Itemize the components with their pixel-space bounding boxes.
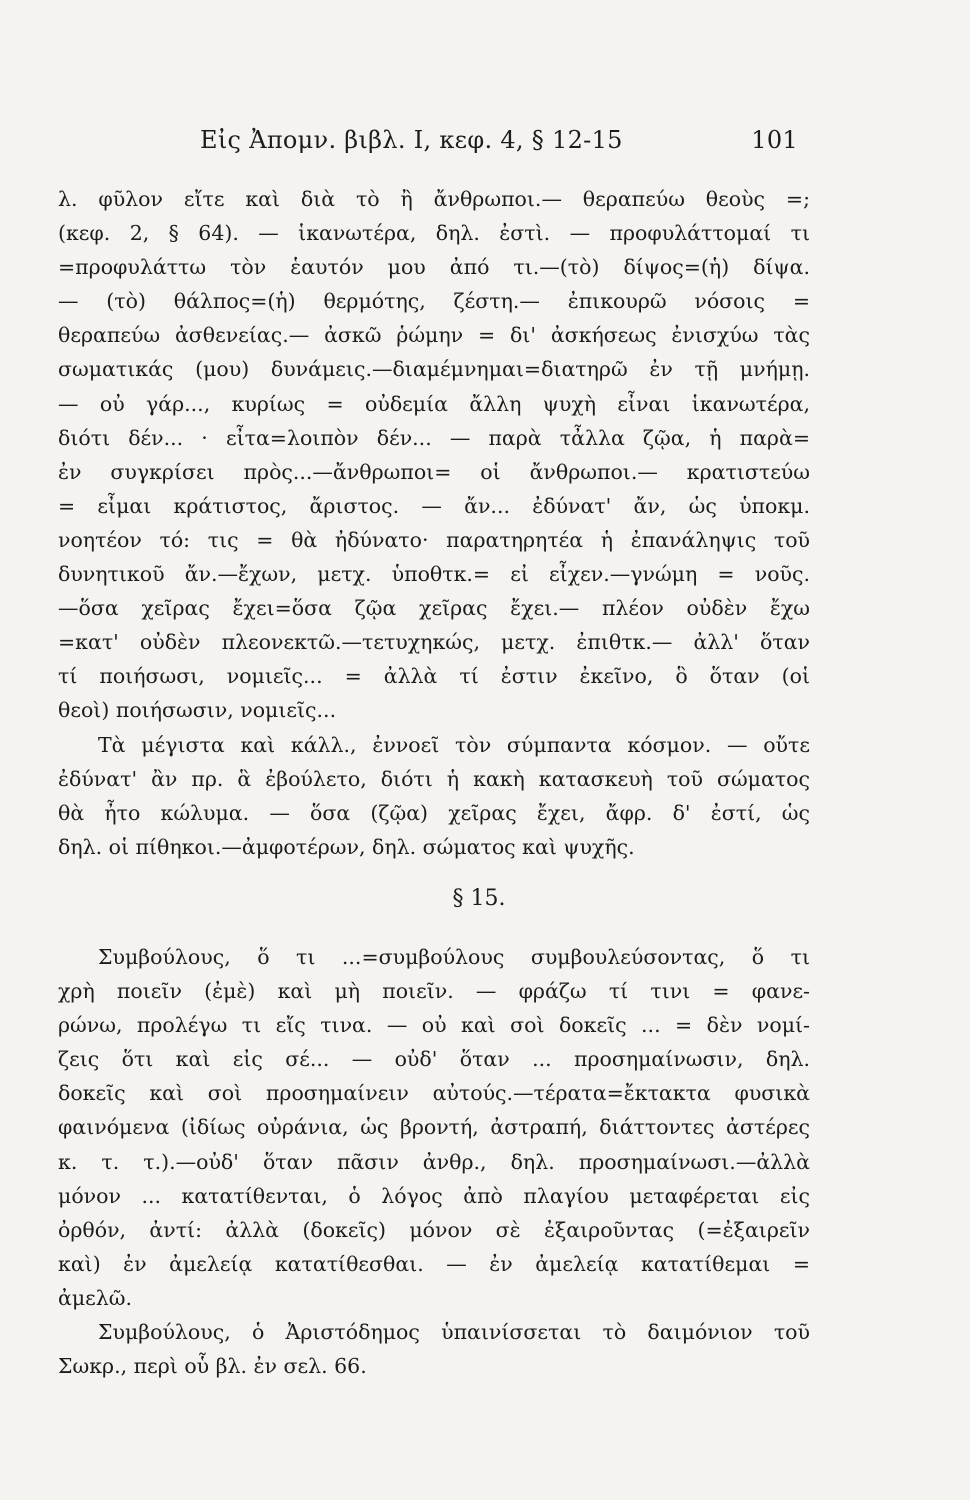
text-line: ἀμελῶ. <box>58 1285 133 1310</box>
text-line: —ὅσα χεῖρας ἔχει=ὅσα ζῷα χεῖρας ἔχει.— πλέον οὐδὲν ἔχω <box>58 596 810 621</box>
text-line: ρώνω, προλέγω τι εἴς τινα. — οὐ καὶ σοὶ δοκεῖς ... = δὲν νομί- <box>58 1013 810 1038</box>
text-line: διότι δέν... · εἶτα=λοιπὸν δέν... — παρὰ τἆλλα ζῷα, ἡ παρὰ= <box>58 425 810 450</box>
text-line: κ. τ. τ.).—οὐδ' ὅταν πᾶσιν ἀνθρ., δηλ. προσημαίνωσι.—ἀλλὰ <box>58 1149 810 1174</box>
text-line: ὀρθόν, ἀντί: ἀλλὰ (δοκεῖς) μόνον σὲ ἐξαιροῦντας (=ἐξαιρεῖν <box>58 1217 810 1242</box>
text-line: θεοὶ) ποιήσωσιν, νομιεῖς... <box>58 698 337 723</box>
page-number: 101 <box>751 126 798 154</box>
text-line: δυνητικοῦ ἄν.—ἔχων, μετχ. ὑποθτκ.= εἰ εἶχεν.—γνώμη = νοῦς. <box>58 562 810 587</box>
text-line: Συμβούλους, ὅ τι ...=συμβούλους συμβουλεύσοντας, ὅ τι <box>98 944 810 969</box>
commentary-block-2 <box>58 940 810 1315</box>
text-line: ζεις ὅτι καὶ εἰς σέ... — οὐδ' ὅταν ... προσημαίνωσιν, δηλ. <box>58 1047 810 1072</box>
text-line: φαινόμενα (ἰδίως οὐράνια, ὡς βροντή, ἀστραπή, διάττοντες ἀστέρες <box>58 1115 810 1140</box>
commentary-block-3 <box>58 1315 810 1383</box>
text-line: μόνον ... κατατίθενται, ὁ λόγος ἀπὸ πλαγίου μεταφέρεται εἰς <box>58 1183 810 1208</box>
text-line: χρὴ ποιεῖν (ἐμὲ) καὶ μὴ ποιεῖν. — φράζω τί τινι = φανε- <box>58 979 810 1004</box>
text-line: Τὰ μέγιστα καὶ κάλλ., ἐννοεῖ τὸν σύμπαντα κόσμον. — οὔτε <box>98 732 810 757</box>
section-heading: § 15. <box>452 885 506 911</box>
text-line: καὶ) ἐν ἀμελείᾳ κατατίθεσθαι. — ἐν ἀμελείᾳ κατατίθεμαι = <box>58 1251 810 1276</box>
text-line: σωματικάς (μου) δυνάμεις.—διαμέμνημαι=διατηρῶ ἐν τῇ μνήμῃ. <box>58 357 810 382</box>
text-line: ἐν συγκρίσει πρὸς...—ἄνθρωποι= οἱ ἄνθρωποι.— κρατιστεύω <box>58 459 810 484</box>
text-line: = εἶμαι κράτιστος, ἄριστος. — ἄν... ἐδύνατ' ἄν, ὡς ὑποκμ. <box>58 493 810 518</box>
running-title: Εἰς Ἀπομν. βιβλ. I, κεφ. 4, § 12-15 <box>200 126 623 154</box>
text-line: Σωκρ., περὶ οὗ βλ. ἐν σελ. 66. <box>58 1354 367 1379</box>
text-line: δηλ. οἱ πίθηκοι.—ἀμφοτέρων, δηλ. σώματος καὶ ψυχῆς. <box>58 834 635 859</box>
text-line: (κεφ. 2, § 64). — ἱκανωτέρα, δηλ. ἐστὶ. — προφυλάττομαί τι <box>58 221 810 246</box>
text-line: δοκεῖς καὶ σοὶ προσημαίνειν αὐτούς.—τέρατα=ἔκτακτα φυσικὰ <box>58 1081 810 1106</box>
running-header <box>200 126 798 154</box>
text-line: τί ποιήσωσι, νομιεῖς... = ἀλλὰ τί ἐστιν ἐκεῖνο, ὃ ὅταν (οἱ <box>58 664 810 689</box>
text-line: νοητέον τό: τις = θὰ ἠδύνατο· παρατηρητέα ἡ ἐπανάληψις τοῦ <box>58 527 810 552</box>
text-line: θὰ ἦτο κώλυμα. — ὅσα (ζῷα) χεῖρας ἔχει, ἄφρ. δ' ἐστί, ὡς <box>58 800 810 825</box>
text-line: — (τὸ) θάλπος=(ἡ) θερμότης, ζέστη.— ἐπικουρῶ νόσοις = <box>58 289 810 314</box>
page-body <box>58 182 810 1383</box>
text-line: λ. φῦλον εἴτε καὶ διὰ τὸ ἢ ἄνθρωποι.— θεραπεύω θεοὺς =; <box>58 187 810 211</box>
text-line: =κατ' οὐδὲν πλεονεκτῶ.—τετυχηκώς, μετχ. ἐπιθτκ.— ἀλλ' ὅταν <box>58 630 810 655</box>
text-line: ἐδύνατ' ἂν πρ. ἃ ἐβούλετο, διότι ἡ κακὴ κατασκευὴ τοῦ σώματος <box>58 766 810 791</box>
text-line: =προφυλάττω τὸν ἑαυτόν μου ἀπό τι.—(τὸ) δίψος=(ἡ) δίψα. <box>58 255 810 280</box>
text-line: Συμβούλους, ὁ Ἀριστόδημος ὑπαινίσσεται τὸ δαιμόνιον τοῦ <box>98 1320 810 1344</box>
text-line: θεραπεύω ἀσθενείας.— ἀσκῶ ῥώμην = δι' ἀσκήσεως ἐνισχύω τὰς <box>58 323 810 348</box>
text-line: — οὐ γάρ..., κυρίως = οὐδεμία ἄλλη ψυχὴ εἶναι ἱκανωτέρα, <box>58 391 810 416</box>
commentary-block-1 <box>58 182 810 864</box>
